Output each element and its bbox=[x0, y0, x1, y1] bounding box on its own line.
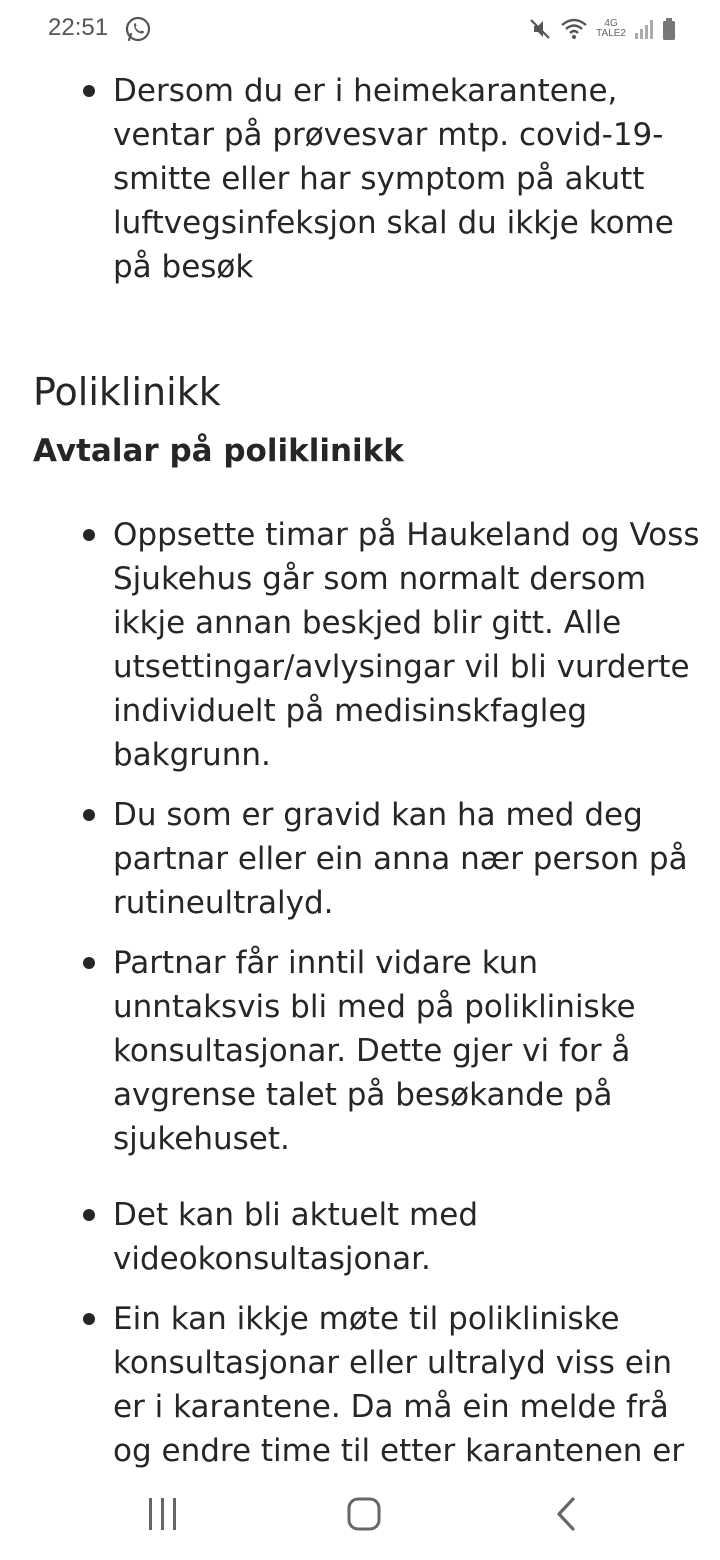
signal-icon bbox=[634, 18, 654, 40]
bullet-dot bbox=[83, 957, 95, 969]
bullet-dot bbox=[83, 529, 95, 541]
list-item-text: Partnar får inntil vidare kun unntaksvis bli med på polikliniske konsultasjonar. Dette gjer vi for å avgrense talet på besøkande på sjukehuset. bbox=[113, 945, 636, 1157]
list-item bbox=[0, 941, 720, 1161]
list-item-text: Ein kan ikkje møte til polikliniske konsultasjonar eller ultralyd viss ein er i karantene. Da må ein melde frå og endre time til etter karantenen er bbox=[113, 1301, 685, 1469]
mute-icon bbox=[528, 17, 552, 41]
home-icon[interactable] bbox=[346, 1496, 382, 1536]
back-icon[interactable] bbox=[554, 1496, 578, 1536]
list-item bbox=[0, 513, 720, 777]
section-title: Poliklinikk bbox=[33, 370, 221, 414]
list-item-text: Oppsette timar på Haukeland og Voss Sjukehus går som normalt dersom ikkje annan beskjed blir gitt. Alle utsettingar/avlysingar vil bli vurderte individuelt på medisinskfagleg bakgrunn. bbox=[113, 517, 700, 773]
wifi-icon bbox=[560, 17, 588, 41]
navigation-bar bbox=[0, 1476, 720, 1560]
bullet-dot bbox=[83, 1313, 95, 1325]
status-bar bbox=[0, 0, 720, 60]
list-item bbox=[0, 69, 720, 289]
bullet-dot bbox=[83, 809, 95, 821]
recents-icon[interactable] bbox=[146, 1496, 180, 1536]
status-time: 22:51 bbox=[48, 14, 109, 41]
network-type-top: 4G bbox=[604, 18, 618, 29]
list-item-text: Det kan bli aktuelt med videokonsultasjonar. bbox=[113, 1197, 479, 1277]
whatsapp-icon bbox=[124, 15, 152, 43]
list-item-text: Du som er gravid kan ha med deg partnar eller ein anna nær person på rutineultralyd. bbox=[113, 797, 688, 921]
status-icons bbox=[528, 14, 676, 44]
list-item bbox=[0, 1297, 720, 1473]
bullet-dot bbox=[83, 85, 95, 97]
bullet-dot bbox=[83, 1209, 95, 1221]
visiting-list bbox=[0, 69, 720, 289]
article-content bbox=[0, 60, 720, 1476]
network-type bbox=[596, 19, 626, 39]
list-item bbox=[0, 1193, 720, 1281]
list-item bbox=[0, 793, 720, 925]
list-item-text: Dersom du er i heimekarantene, ventar på prøvesvar mtp. covid-19-smitte eller har symptom på akutt luftvegsinfeksjon skal du ikkje kome på besøk bbox=[113, 73, 674, 285]
outpatient-list bbox=[0, 513, 720, 1473]
battery-icon bbox=[662, 17, 676, 41]
network-type-bottom: TALE2 bbox=[596, 28, 626, 39]
section-subtitle: Avtalar på poliklinikk bbox=[33, 433, 404, 469]
